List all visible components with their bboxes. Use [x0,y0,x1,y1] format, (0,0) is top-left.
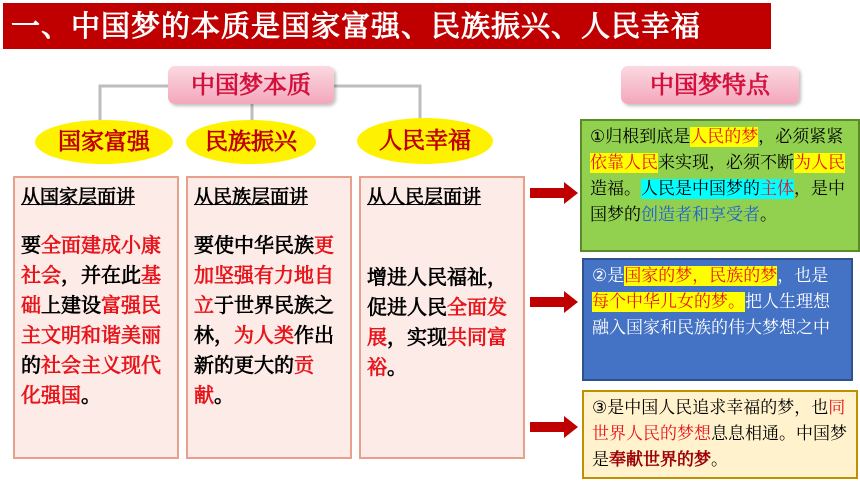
column-text-segment: 全面发展 [367,295,507,349]
feature-text-segment: 来实现，必须不断 [658,153,794,173]
feature-text-segment: ，必须紧紧 [758,127,844,147]
column-country [13,176,179,459]
oval-renmin: 人民幸福 [357,118,493,164]
column-body [21,230,177,410]
column-text-segment: 更加坚强有力地自立 [194,233,334,317]
column-text-segment: 作出新的更大的 [194,323,334,377]
arrow-right-icon [530,416,578,438]
oval-guojia: 国家富强 [35,120,173,164]
column-text-segment: 要使中华民族 [194,233,314,257]
feature-text-segment: ①归根到底是 [590,127,691,147]
column-text-segment: ，实现 [387,325,447,349]
column-text-segment: 强国 [41,383,81,407]
feature-card-3 [582,390,858,479]
feature-card-1 [580,119,860,252]
features-label: 中国梦特点 [621,66,799,104]
feature-text-segment: 造福。 [590,179,641,199]
essence-label: 中国梦本质 [168,66,334,104]
feature-card-2 [582,258,853,381]
feature-text-segment: 把人生理想融入国家和民族的伟大梦想之中 [592,292,830,338]
tree-connector [0,0,560,130]
column-people [359,176,525,459]
feature-text-segment: 每个中华儿女的梦。 [592,292,745,312]
column-head: 从民族层面讲 [194,186,309,208]
column-body [194,230,350,410]
column-text-segment: 全面建成小康社会 [21,233,161,287]
column-text-segment: 的 [21,353,41,377]
arrow-right-icon [530,182,578,204]
feature-text-segment: 创造者和享受者 [641,205,760,225]
feature-text-segment: 国家的梦，民族的梦 [624,266,778,286]
column-text-segment: 要 [21,233,41,257]
column-text-segment: 基础 [21,263,161,317]
column-head: 从国家层面讲 [21,186,136,208]
feature-text-segment: 依靠人民 [590,153,658,173]
column-text-segment: 为人类 [234,323,294,347]
feature-text-segment: ，也是 [777,266,829,286]
feature-text-segment: ，是中国梦的 [590,179,845,225]
column-text-segment: 社会主义现代化 [21,353,161,407]
column-text-segment: 富强民主文明和谐美丽 [21,293,161,347]
column-head: 从人民层面讲 [367,186,482,208]
column-text-segment: 于世界民族之林， [194,293,334,347]
column-text-segment: 贡献 [194,353,314,407]
column-text-segment: 。 [387,355,407,379]
column-text-segment: 上建设 [41,293,101,317]
feature-text-segment: 奉献世界的梦 [609,450,711,470]
column-text-segment: 共同富裕 [367,325,507,379]
column-text-segment: 。 [81,383,101,407]
column-text-segment: 。 [214,383,234,407]
column-text-segment: ，并在此 [61,263,141,287]
feature-text-segment: 同世界人民的梦想 [592,398,846,444]
feature-text-segment: 为人民 [794,153,845,173]
oval-minzu: 民族振兴 [186,120,316,164]
arrow-right-icon [530,291,578,313]
column-body [367,262,523,382]
feature-text-segment: 。 [711,450,728,470]
feature-text-segment: 主体 [760,179,794,199]
column-text-segment: 增进人民福祉，促进人民 [367,265,507,319]
feature-text-segment: ③是中国人民追求幸福的梦，也 [592,398,829,418]
feature-text-segment: 人民的梦 [690,127,759,147]
column-nation [186,176,352,459]
page-title: 一、中国梦的本质是国家富强、民族振兴、人民幸福 [3,3,771,49]
feature-text-segment: 。 [760,205,777,225]
feature-text-segment: ②是 [592,266,625,286]
feature-text-segment: 人民是中国梦的 [641,179,760,199]
feature-text-segment: 息息相通。中国梦是 [592,424,847,470]
